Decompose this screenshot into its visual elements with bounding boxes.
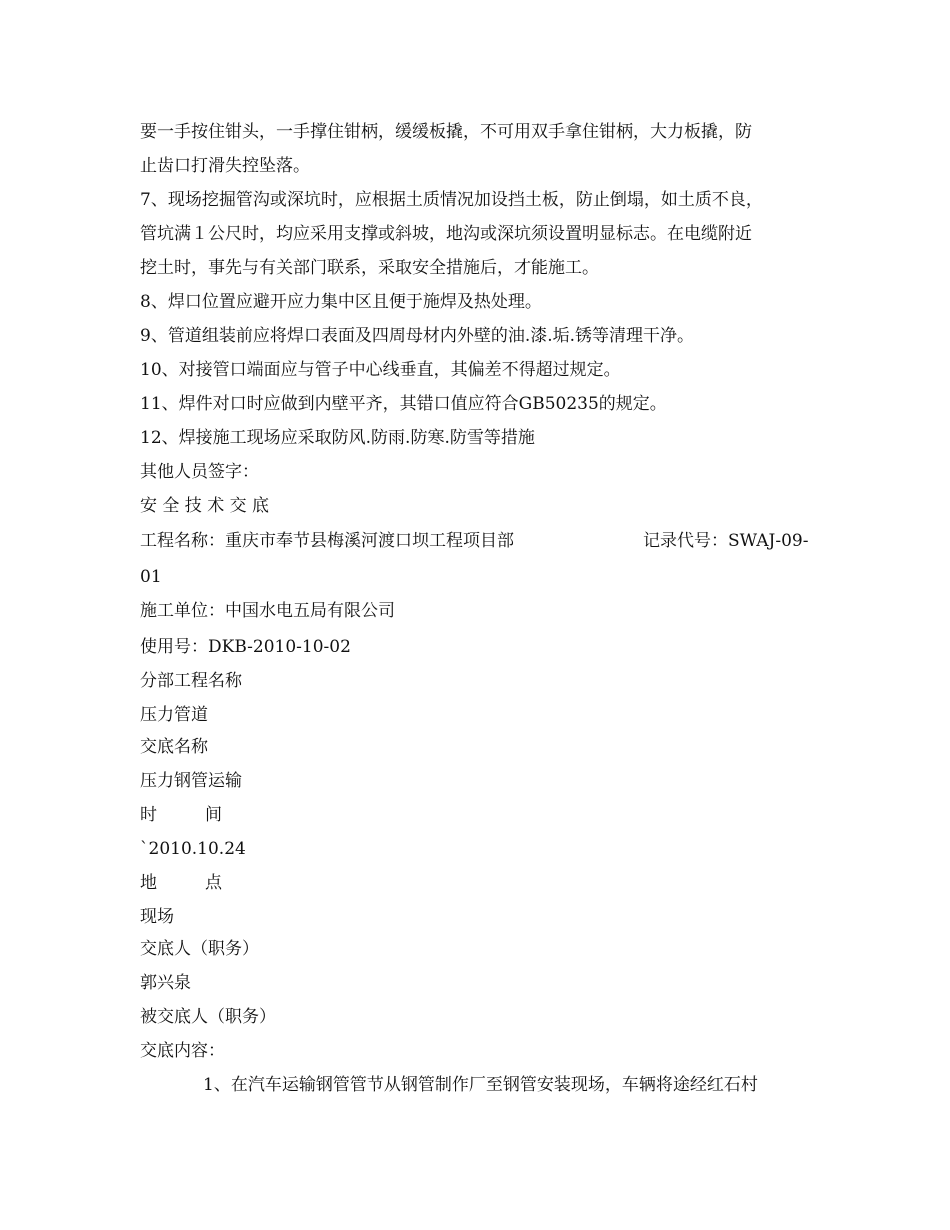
discloser-value: 郭兴泉 <box>140 973 191 993</box>
place-label <box>140 872 222 894</box>
disclosure-name-value: 压力钢管运输 <box>140 771 242 791</box>
continued-paragraph-line-1: 要一手按住钳头，一手撑住钳柄，缓缓板撬，不可用双手拿住钳柄，大力板撬，防 <box>140 122 752 142</box>
item-11: 11、焊件对口时应做到内壁平齐，其错口值应符合GB50235的规定。 <box>140 394 667 414</box>
time-label <box>140 804 222 826</box>
sub-project-label: 分部工程名称 <box>140 671 242 691</box>
discloser-label: 交底人（职务） <box>140 939 259 959</box>
time-label-first-char: 时 <box>140 805 157 825</box>
continued-paragraph-line-2: 止齿口打滑失控坠落。 <box>140 156 310 176</box>
item-7-line-2: 管坑满１公尺时，均应采用支撑或斜坡，地沟或深坑须设置明显标志。在电缆附近 <box>140 224 752 244</box>
sub-project-value: 压力管道 <box>140 705 208 725</box>
record-code: 记录代号：SWAJ-09- <box>643 531 809 551</box>
item-8: 8、焊口位置应避开应力集中区且便于施焊及热处理。 <box>140 292 542 312</box>
item-10: 10、对接管口端面应与管子中心线垂直，其偏差不得超过规定。 <box>140 360 621 380</box>
form-title: 安 全 技 术 交 底 <box>140 496 270 516</box>
disclosee-label: 被交底人（职务） <box>140 1007 276 1027</box>
item-9: 9、管道组装前应将焊口表面及四周母材内外壁的油.漆.垢.锈等清理干净。 <box>140 326 695 346</box>
other-signatures-label: 其他人员签字： <box>140 462 259 482</box>
disclosure-name-label: 交底名称 <box>140 737 208 757</box>
content-item-1: 1、在汽车运输钢管管节从钢管制作厂至钢管安装现场，车辆将途经红石村 <box>203 1075 758 1095</box>
project-name: 工程名称：重庆市奉节县梅溪河渡口坝工程项目部 <box>140 531 514 551</box>
item-7-line-1: 7、现场挖掘管沟或深坑时，应根据土质情况加设挡土板，防止倒塌，如土质不良， <box>140 190 763 210</box>
usage-number: 使用号：DKB-2010-10-02 <box>140 637 351 657</box>
item-12: 12、焊接施工现场应采取防风.防雨.防寒.防雪等措施 <box>140 428 535 448</box>
place-value: 现场 <box>140 907 174 927</box>
place-label-first-char: 地 <box>140 873 157 893</box>
item-7-line-3: 挖土时，事先与有关部门联系，采取安全措施后，才能施工。 <box>140 258 599 278</box>
place-label-second-char: 点 <box>205 873 222 893</box>
time-label-second-char: 间 <box>205 805 222 825</box>
record-code-continued: 01 <box>140 567 162 587</box>
content-label: 交底内容： <box>140 1041 225 1061</box>
time-value: `2010.10.24 <box>140 839 246 859</box>
construction-unit: 施工单位：中国水电五局有限公司 <box>140 601 395 621</box>
